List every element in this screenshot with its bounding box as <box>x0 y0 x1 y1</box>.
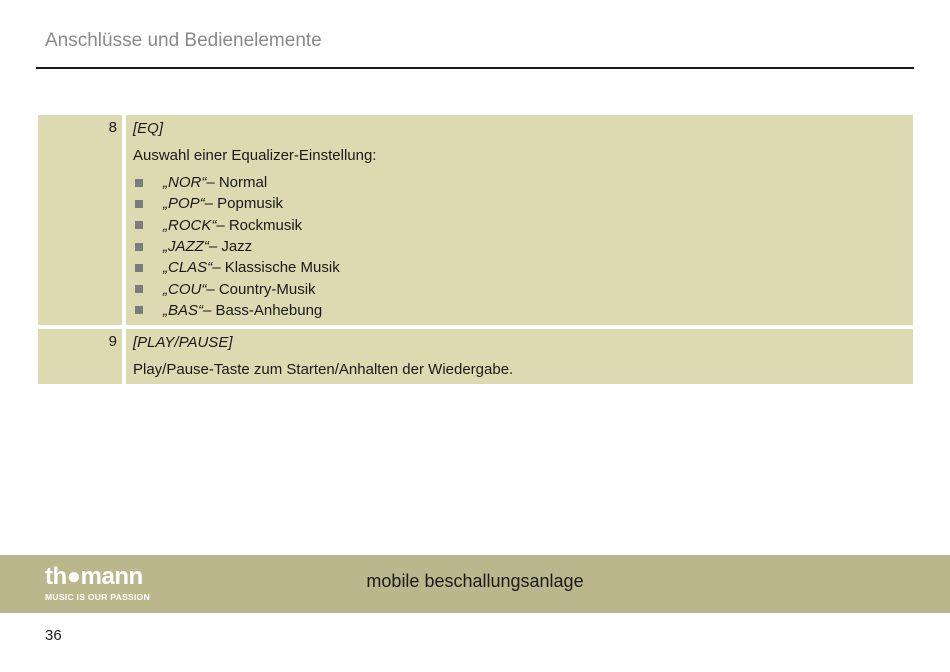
eq-description: – Bass-Anhebung <box>203 301 323 319</box>
control-description: Auswahl einer Equalizer-Einstellung: <box>133 147 377 164</box>
row-content <box>126 329 913 384</box>
logo-wordmark: th●mann <box>45 563 143 590</box>
eq-code: „JAZZ“ <box>163 238 209 256</box>
eq-description: – Normal <box>206 174 268 192</box>
equalizer-list <box>133 172 907 321</box>
row-content <box>126 115 913 325</box>
eq-code: „BAS“ <box>163 301 204 319</box>
list-item <box>133 300 907 321</box>
row-number: 8 <box>38 115 122 325</box>
list-item <box>133 193 907 214</box>
list-item <box>133 257 907 278</box>
eq-code: „NOR“ <box>163 174 207 192</box>
list-item <box>133 278 907 299</box>
eq-description: – Country-Musik <box>206 280 316 298</box>
eq-description: – Popmusik <box>204 195 284 213</box>
product-name: mobile beschallungsanlage <box>366 571 584 591</box>
control-label: [EQ] <box>133 120 164 137</box>
square-bullet-icon <box>135 306 143 314</box>
list-item <box>133 215 907 236</box>
square-bullet-icon <box>135 179 143 187</box>
header-divider <box>36 67 914 69</box>
square-bullet-icon <box>135 200 143 208</box>
square-bullet-icon <box>135 264 143 272</box>
control-description: Play/Pause-Taste zum Starten/Anhalten der Wiedergabe. <box>133 361 514 379</box>
list-item <box>133 172 907 193</box>
footer-band <box>0 555 950 613</box>
controls-table <box>38 115 913 388</box>
table-row <box>38 115 913 325</box>
square-bullet-icon <box>135 221 143 229</box>
eq-code: „ROCK“ <box>163 216 217 234</box>
page-section-title: Anschlüsse und Bedienelemente <box>45 30 322 51</box>
eq-description: – Jazz <box>208 238 253 256</box>
page-number: 36 <box>45 627 62 644</box>
control-label: [PLAY/PAUSE] <box>133 334 233 352</box>
eq-description: – Rockmusik <box>216 216 303 234</box>
table-row <box>38 329 913 384</box>
square-bullet-icon <box>135 243 143 251</box>
eq-code: „COU“ <box>163 280 207 298</box>
eq-code: „POP“ <box>163 195 205 213</box>
eq-code: „CLAS“ <box>163 259 213 277</box>
eq-description: – Klassische Musik <box>212 259 340 277</box>
row-number: 9 <box>38 329 122 384</box>
list-item <box>133 236 907 257</box>
square-bullet-icon <box>135 285 143 293</box>
logo-tagline: MUSIC IS OUR PASSION <box>45 592 151 602</box>
